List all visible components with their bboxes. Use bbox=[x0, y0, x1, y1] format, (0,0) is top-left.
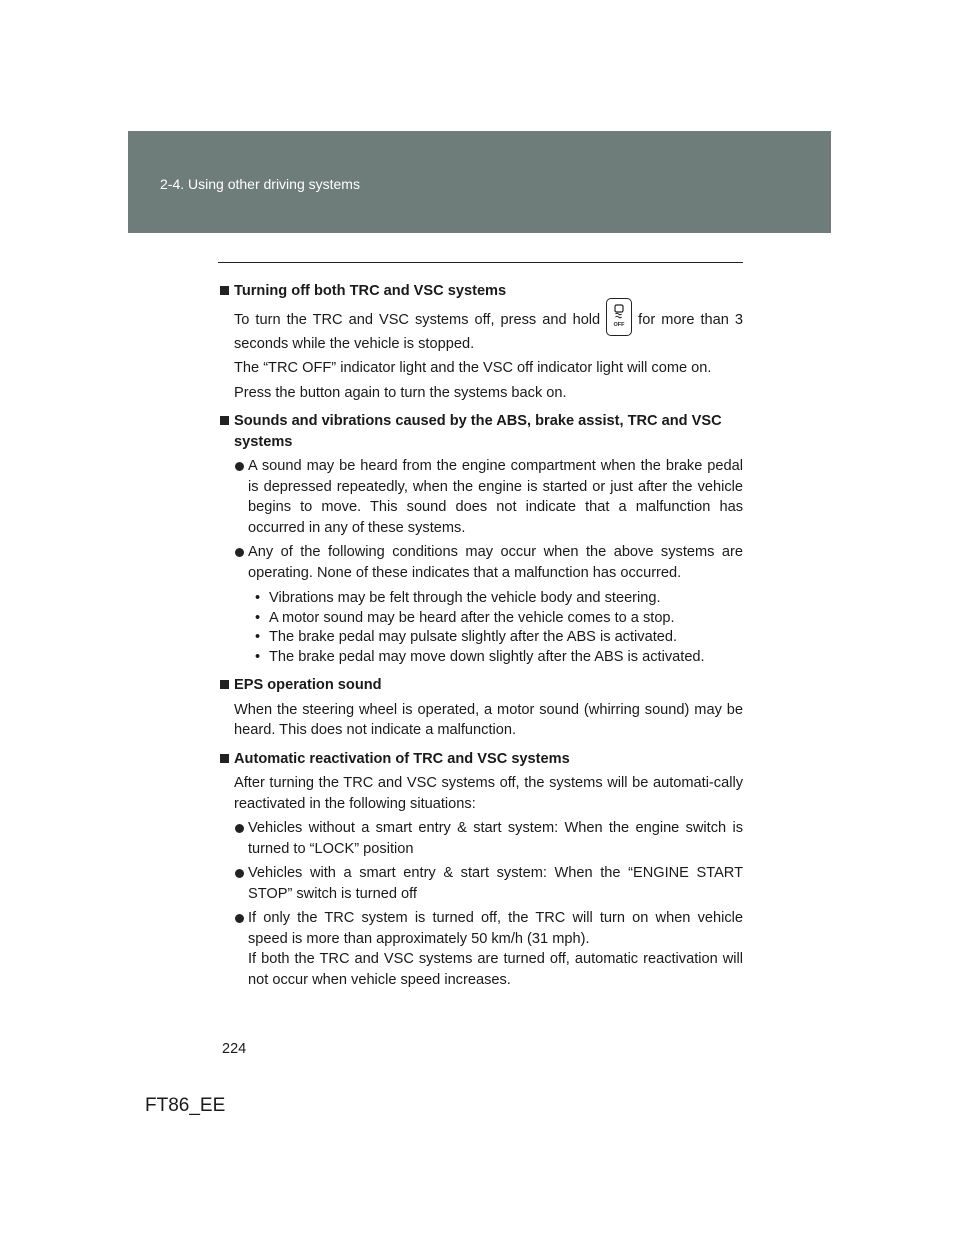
paragraph-back-on: Press the button again to turn the systems back on. bbox=[234, 384, 567, 401]
page-number: 224 bbox=[222, 1041, 247, 1057]
square-bullet-icon bbox=[220, 416, 229, 425]
paragraph-indicator: The “TRC OFF” indicator light and the VSC off indicator light will come on. bbox=[234, 360, 712, 376]
list-item: A sound may be heard from the engine compartment when the brake pedal is depressed repeatedly, when the engine is started or just after the vehicle begins to move. This sound does not indicate that a malfunction has occurred in any of these systems. bbox=[234, 456, 743, 538]
section-title: 2-4. Using other driving systems bbox=[160, 176, 360, 192]
circle-bullet-icon bbox=[235, 824, 244, 833]
paragraph-turn-off: To turn the TRC and VSC systems off, press and hold OFF for more than 3 seconds while the vehicle is stopped. bbox=[234, 306, 743, 355]
sub-list-item: • Vibrations may be felt through the vehicle body and steering. bbox=[255, 590, 661, 606]
square-bullet-icon bbox=[220, 286, 229, 295]
vsc-off-button-icon bbox=[606, 298, 632, 336]
sub-list-item: • The brake pedal may move down slightly after the ABS is activated. bbox=[255, 648, 705, 665]
circle-bullet-icon bbox=[235, 914, 244, 923]
heading-turning-off: Turning off both TRC and VSC systems bbox=[218, 281, 743, 302]
divider bbox=[218, 262, 743, 263]
list-item: Any of the following conditions may occur when the above systems are operating. None of these indicates that a malfunction has occurred. bbox=[234, 542, 743, 583]
section-header bbox=[128, 131, 831, 233]
sub-list-item: • The brake pedal may pulsate slightly after the ABS is activated. bbox=[255, 629, 678, 645]
circle-bullet-icon bbox=[235, 869, 244, 878]
circle-bullet-icon bbox=[235, 548, 244, 557]
circle-bullet-icon bbox=[235, 462, 244, 471]
heading-auto-reactivation: Automatic reactivation of TRC and VSC systems bbox=[218, 749, 743, 770]
paragraph-eps: When the steering wheel is operated, a motor sound (whirring sound) may be heard. This does not indicate a malfunction. bbox=[234, 701, 743, 738]
square-bullet-icon bbox=[220, 680, 229, 689]
list-item: Vehicles with a smart entry & start system: When the “ENGINE START STOP” switch is turned off bbox=[234, 863, 743, 904]
sub-list-item: • A motor sound may be heard after the vehicle comes to a stop. bbox=[255, 609, 675, 626]
document-id: FT86_EE bbox=[145, 1095, 226, 1116]
list-item: Vehicles without a smart entry & start system: When the engine switch is turned to “LOCK” position bbox=[234, 818, 743, 859]
square-bullet-icon bbox=[220, 754, 229, 763]
list-item: If only the TRC system is turned off, the TRC will turn on when vehicle speed is more than approximately 50 km/h (31 mph). If both the TRC and VSC systems are turned off, automatic reactivation will not occur when vehicle speed increases. bbox=[234, 908, 743, 990]
paragraph-reactivation: After turning the TRC and VSC systems off, the systems will be automati-cally reactivated in the following situations: bbox=[234, 775, 743, 812]
heading-eps-sound: EPS operation sound bbox=[218, 675, 743, 696]
page-content bbox=[218, 281, 743, 990]
button-off-label: OFF bbox=[613, 321, 625, 328]
sub-list bbox=[255, 589, 743, 667]
heading-sounds-vibrations: Sounds and vibrations caused by the ABS, brake assist, TRC and VSC systems bbox=[218, 411, 743, 452]
